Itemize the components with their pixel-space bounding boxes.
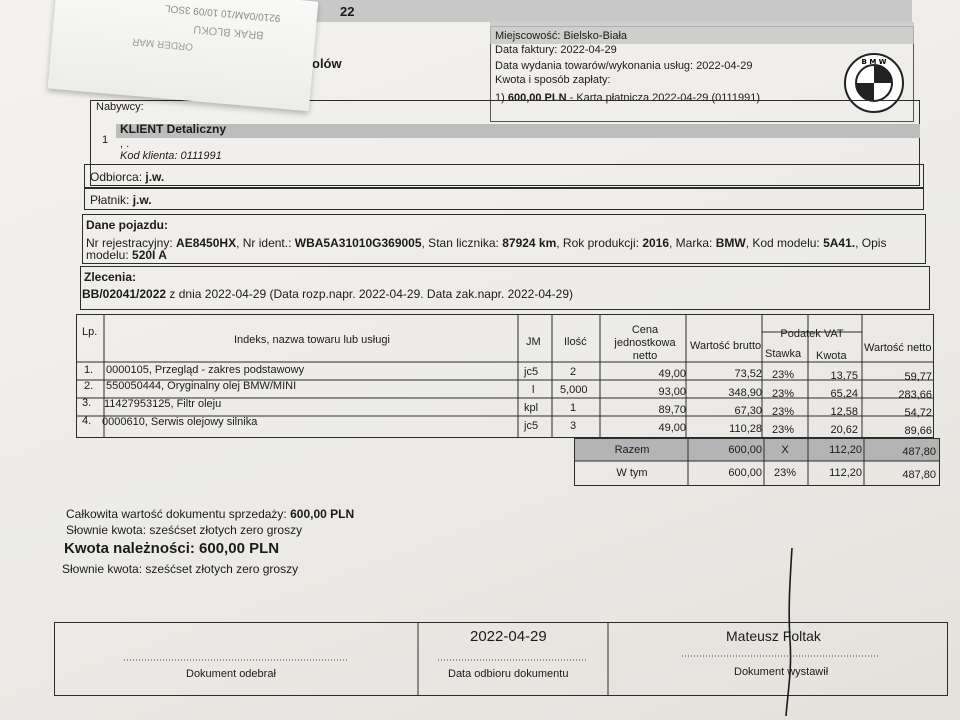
model-code-value: 5A41. xyxy=(823,236,856,250)
receipt-date-value: 2022-04-29 xyxy=(470,628,547,645)
row-net: 54,72 xyxy=(904,407,932,419)
payment-prefix: 1) xyxy=(495,92,508,104)
col-rate: Stawka xyxy=(765,348,802,360)
row-lp: 3. xyxy=(82,397,92,409)
row-gross: 67,30 xyxy=(734,405,762,417)
row-vat: 65,24 xyxy=(830,388,858,400)
amount-in-words-1: Słownie kwota: sześćset złotych zero groszy xyxy=(66,523,303,537)
received-label: Dokument odebrał xyxy=(186,668,276,680)
order-number: BB/02041/2022 xyxy=(82,287,167,301)
col-amount: Kwota xyxy=(816,350,847,362)
document-total-value: 600,00 PLN xyxy=(290,507,355,521)
document-total xyxy=(66,507,354,521)
row-qty: 1 xyxy=(570,402,577,414)
including-label: W tym xyxy=(616,467,648,479)
receipt-line: 9210/0AM/10 10/09 3SOL xyxy=(164,2,281,24)
row-vat: 12,58 xyxy=(830,406,858,418)
recipient-value: j.w. xyxy=(145,170,165,184)
payer-box xyxy=(84,188,924,210)
row-price: 49,00 xyxy=(658,422,686,434)
row-rate: 23% xyxy=(772,369,795,381)
desc-label: , Opis xyxy=(855,236,887,250)
row-price: 49,00 xyxy=(658,368,686,380)
order-details: z dnia 2022-04-29 (Data rozp.napr. 2022-04-29. Data zak.napr. 2022-04-29) xyxy=(166,287,574,301)
row-price: 89,70 xyxy=(658,404,686,416)
row-gross: 110,28 xyxy=(729,423,762,435)
row-lp: 1. xyxy=(84,364,94,376)
year-value: 2016 xyxy=(642,236,670,250)
make-value: BMW xyxy=(715,236,746,250)
vin-label: , Nr ident.: xyxy=(236,236,295,250)
mileage-value: 87924 km xyxy=(502,236,557,250)
row-vat: 20,62 xyxy=(830,424,858,436)
buyer-name: KLIENT Detaliczny xyxy=(120,122,227,136)
issuer-name: Mateusz Foltak xyxy=(726,628,821,644)
payer xyxy=(90,193,152,207)
payer-label: Płatnik: xyxy=(90,193,130,207)
row-rate: 23% xyxy=(772,388,795,400)
logo-text: B M W xyxy=(861,58,887,66)
row-lp: 4. xyxy=(82,415,92,427)
row-unit: jc5 xyxy=(524,420,539,432)
col-lp: Lp. xyxy=(82,326,98,338)
reg-value: AE8450HX xyxy=(176,236,237,250)
recipient xyxy=(90,170,164,184)
delivery-date: Data wydania towarów/wykonania usług: 2022-04-29 xyxy=(495,60,753,72)
payer-value: j.w. xyxy=(132,193,152,207)
vehicle-line2 xyxy=(86,248,167,262)
col-unit-price-3: netto xyxy=(632,350,658,362)
col-qty: Ilość xyxy=(564,336,587,348)
amount-due-value: 600,00 PLN xyxy=(199,540,280,557)
recipient-box xyxy=(84,164,924,188)
orders-label: Zlecenia: xyxy=(84,270,137,284)
row-qty: 2 xyxy=(570,366,577,378)
including-rate: 23% xyxy=(773,467,797,479)
row-vat: 13,75 xyxy=(830,370,858,382)
total-vat: 112,20 xyxy=(829,444,862,456)
row-name: 11427953125, Filtr oleju xyxy=(104,398,222,410)
total-net: 487,80 xyxy=(902,446,936,458)
seller-name-fragment: olów xyxy=(312,56,342,71)
row-net: 89,66 xyxy=(904,425,932,437)
row-unit: kpl xyxy=(524,402,539,414)
row-name: 0000610, Serwis olejowy silnika xyxy=(102,416,258,428)
receipt-line: ORDER MAR xyxy=(131,35,194,52)
total-gross: 600,00 xyxy=(728,444,762,456)
vehicle-label: Dane pojazdu: xyxy=(86,218,169,232)
orders-line xyxy=(82,287,573,301)
col-net: Wartość netto xyxy=(864,342,932,354)
col-name: Indeks, nazwa towaru lub usługi xyxy=(234,334,390,346)
amount-due xyxy=(64,540,279,557)
invoice-date: Data faktury: 2022-04-29 xyxy=(495,44,617,56)
place: Miejscowość: Bielsko-Biała xyxy=(495,30,628,42)
row-gross: 73,52 xyxy=(734,368,762,380)
model-label: modelu: xyxy=(86,248,133,262)
row-rate: 23% xyxy=(772,424,795,436)
payment-amount: 600,00 PLN xyxy=(507,92,567,104)
col-unit-price-1: Cena xyxy=(631,324,659,336)
including-gross: 600,00 xyxy=(728,467,762,479)
including-net: 487,80 xyxy=(902,469,936,481)
make-label: , Marka: xyxy=(669,236,716,250)
receipt-line: BRAK BLOKU xyxy=(192,22,265,41)
folded-receipt xyxy=(48,0,319,111)
mileage-label: , Stan licznika: xyxy=(421,236,503,250)
row-gross: 348,90 xyxy=(728,387,762,399)
vehicle-line1 xyxy=(86,236,886,250)
including-vat: 112,20 xyxy=(829,467,862,479)
row-lp: 2. xyxy=(84,380,94,392)
model-value: 520I A xyxy=(132,248,167,262)
recipient-label: Odbiorca: xyxy=(90,170,143,184)
buyer-label: Nabywcy: xyxy=(96,101,144,113)
row-unit: jc5 xyxy=(524,366,539,378)
row-rate: 23% xyxy=(772,406,795,418)
model-code-label: , Kod modelu: xyxy=(745,236,824,250)
row-unit: l xyxy=(532,384,535,396)
row-qty: 3 xyxy=(570,420,577,432)
amount-in-words-2: Słownie kwota: sześćset złotych zero groszy xyxy=(62,562,299,576)
col-unit-price-2: jednostkowa xyxy=(614,337,676,349)
document-title-fragment: 22 xyxy=(340,4,355,19)
payment-desc: - Karta płatnicza 2022-04-29 (0111991) xyxy=(566,92,760,104)
receipt-date-label: Data odbioru dokumentu xyxy=(448,668,569,680)
row-net: 59,77 xyxy=(904,371,932,383)
year-label: , Rok produkcji: xyxy=(556,236,643,250)
client-code: Kod klienta: 0111991 xyxy=(120,150,222,162)
buyer-gray-strip xyxy=(116,124,920,138)
document-total-label: Całkowita wartość dokumentu sprzedaży: xyxy=(66,507,287,521)
col-unit: JM xyxy=(526,336,541,348)
row-name: 0000105, Przegląd - zakres podstawowy xyxy=(106,364,305,376)
vin-value: WBA5A31010G369005 xyxy=(294,236,422,250)
handwritten-signature xyxy=(770,540,810,720)
reg-label: Nr rejestracyjny: xyxy=(86,236,177,250)
row-name: 550050444, Oryginalny olej BMW/MINI xyxy=(106,380,297,392)
buyer-index: 1 xyxy=(102,134,109,146)
col-vat: Podatek VAT xyxy=(780,328,844,340)
amount-due-label: Kwota należności: xyxy=(64,540,195,557)
row-net: 283,66 xyxy=(898,389,932,401)
total-label: Razem xyxy=(614,444,650,456)
col-gross: Wartość brutto xyxy=(690,340,762,352)
row-price: 93,00 xyxy=(658,386,686,398)
issued-label: Dokument wystawił xyxy=(734,666,829,678)
payment-label: Kwota i sposób zapłaty: xyxy=(495,74,611,86)
total-rate: X xyxy=(781,444,789,456)
buyer-line2: , . xyxy=(120,138,130,150)
row-qty: 5,000 xyxy=(560,384,588,396)
